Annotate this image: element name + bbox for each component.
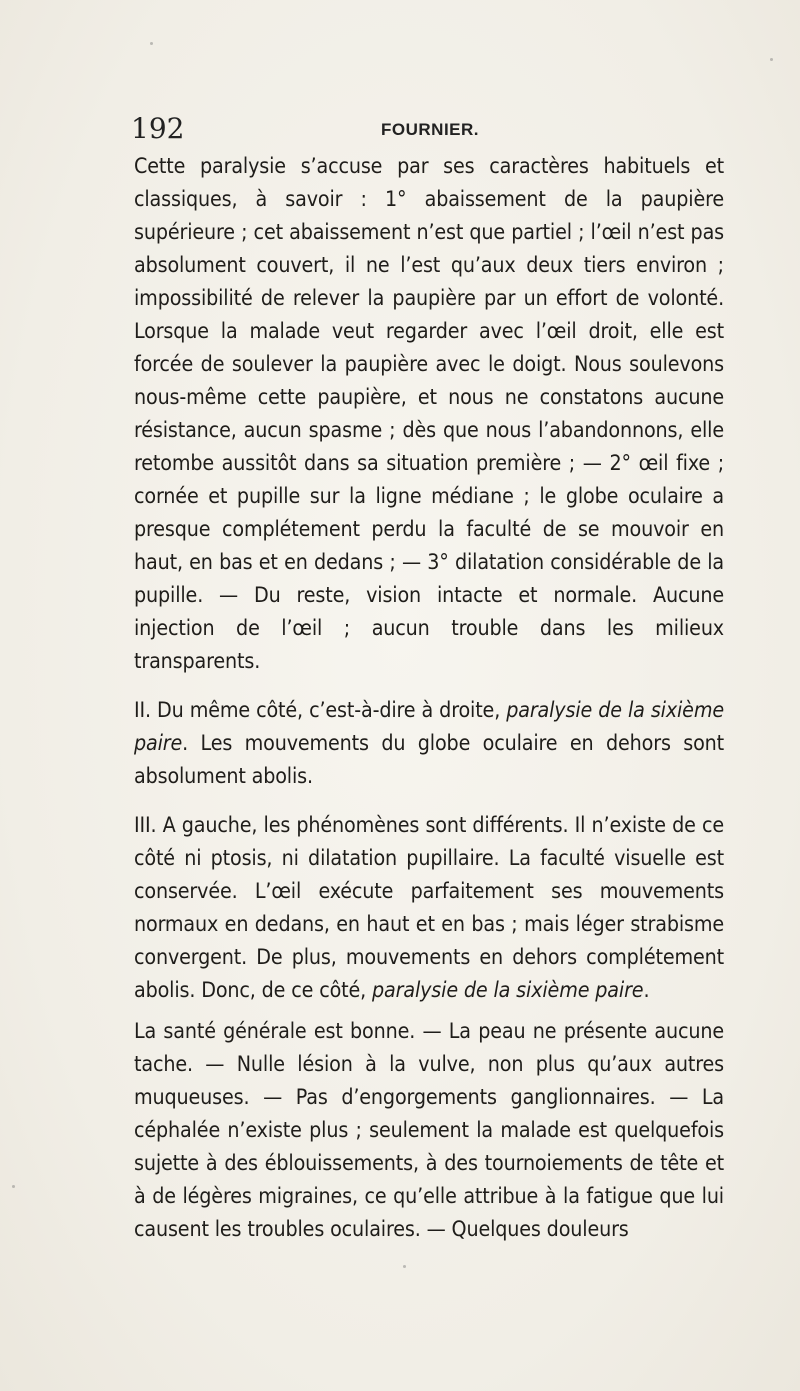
- paragraph-3-text-b: .: [643, 978, 650, 1003]
- paragraph-1-text: Cette paralysie s’accuse par ses caractères habituels et classiques, à savoir : 1° abaissement de la paupière supérieure ; cet abaissement n’est que partiel ; l’œil n’est pas absolument couvert, il ne l’est qu’aux deux tiers environ ; impossibilité de relever la paupière par un effort de volonté. Lorsque la malade veut regarder avec l’œil droit, elle est forcée de soulever la paupière avec le doigt. Nous soulevons nous-même cette paupière, et nous ne constatons aucune résistance, aucun spasme ; dès que nous l’abandonnons, elle retombe aussitôt dans sa situation première ; — 2° œil fixe ; cornée et pupille sur la ligne médiane ; le globe oculaire a presque complétement perdu la faculté de se mouvoir en haut, en bas et en dedans ; — 3° dilatation considérable de la pupille. — Du reste, vision intacte et normale. Aucune injection de l’œil ; aucun trouble dans les milieux transparents.: [134, 154, 724, 674]
- paragraph-3: [134, 809, 724, 1007]
- paragraph-3-text-a: III. A gauche, les phénomènes sont différents. Il n’existe de ce côté ni ptosis, ni dilatation pupillaire. La faculté visuelle est conservée. L’œil exécute parfaitement ses mouvements normaux en dedans, en haut et en bas ; mais léger strabisme convergent. De plus, mouvements en dehors complétement abolis. Donc, de ce côté,: [134, 813, 724, 1003]
- paragraph-2-text-b: . Les mouvements du globe oculaire en dehors sont absolument abolis.: [134, 731, 724, 789]
- body-text: [134, 150, 724, 1246]
- running-head: FOURNIER.: [381, 120, 479, 139]
- paragraph-4-text: La santé générale est bonne. — La peau ne présente aucune tache. — Nulle lésion à la vulve, non plus qu’aux autres muqueuses. — Pas d’engorgements ganglionnaires. — La céphalée n’existe plus ; seulement la malade est quelquefois sujette à des éblouissements, à des tournoiements de tête et à de légères migraines, ce qu’elle attribue à la fatigue que lui causent les troubles oculaires. — Quelques douleurs: [134, 1019, 724, 1242]
- paper-speck: [150, 42, 153, 45]
- paragraph-3-emphasis: paralysie de la sixième paire: [372, 978, 644, 1003]
- paragraph-2-text-a: II. Du même côté, c’est-à-dire à droite,: [134, 698, 507, 723]
- paragraph-2: [134, 694, 724, 793]
- page-number: 192: [131, 112, 185, 145]
- paragraph-1: [134, 150, 724, 678]
- paper-speck: [12, 1185, 15, 1188]
- paper-speck: [403, 1265, 406, 1268]
- paper-speck: [770, 58, 773, 61]
- page-header: [131, 112, 691, 148]
- paragraph-2-emphasis: paralysie de la sixième paire: [134, 698, 724, 756]
- paragraph-4: [134, 1015, 724, 1246]
